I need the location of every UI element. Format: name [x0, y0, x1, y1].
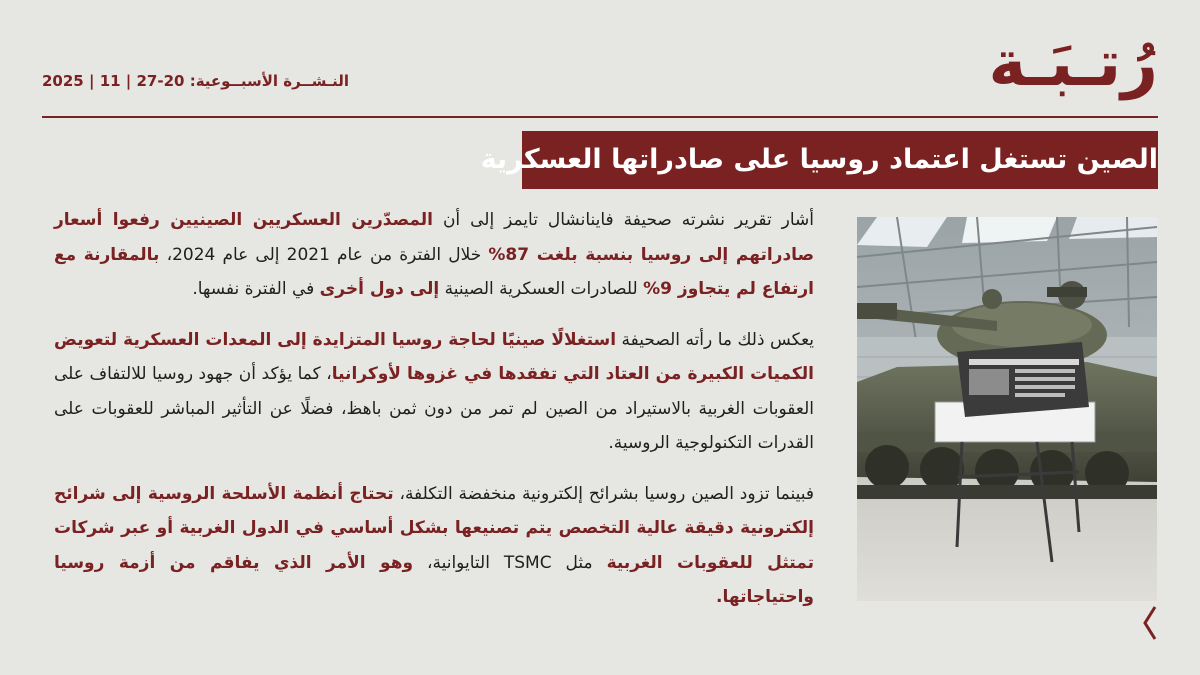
- brand-logo: رُتـبَـة: [988, 27, 1158, 101]
- paragraph-1: أشار تقرير نشرته صحيفة فاينانشال تايمز إلى أن المصدّرين العسكريين الصينيين رفعوا أسعار صادراتهم إلى روسيا بنسبة بلغت 87% خلال الفترة من عام 2021 إلى عام 2024، بالمقارنة مع ارتفاع لم يتجاوز 9% للصادرات العسكرية الصينية إلى دول أخرى في الفترة نفسها.: [54, 210, 814, 299]
- decorative-footer-mark: [1141, 605, 1159, 643]
- paragraph-3: فبينما تزود الصين روسيا بشرائح إلكترونية منخفضة التكلفة، تحتاج أنظمة الأسلحة الروسية إلى شرائح إلكترونية دقيقة عالية التخصص يتم تصنيعها بشكل أساسي في الدول الغربية أو عبر شركات تمتثل للعقوبات الغربية مثل TSMC التايوانية، وهو الأمر الذي يفاقم من أزمة روسيا واحتياجاتها.: [54, 483, 814, 607]
- article-body: [54, 203, 814, 631]
- article-headline: الصين تستغل اعتماد روسيا على صادراتها العسكرية: [522, 131, 1158, 189]
- issue-date-line: النـشــرة الأسبــوعية: 20-27 | 11 | 2025: [42, 72, 349, 90]
- tank-photo: [857, 217, 1157, 601]
- header-divider: [42, 116, 1158, 118]
- paragraph-2: يعكس ذلك ما رأته الصحيفة استغلالًا صينيًا لحاجة روسيا المتزايدة إلى المعدات العسكرية لتعويض الكميات الكبيرة من العتاد التي تفقدها في غزوها لأوكرانيا، كما يؤكد أن جهود روسيا للالتفاف على العقوبات الغربية بالاستيراد من الصين لم تمر من دون ثمن باهظ، فضلًا عن التأثير المباشر للعقوبات على القدرات التكنولوجية الروسية.: [54, 329, 814, 453]
